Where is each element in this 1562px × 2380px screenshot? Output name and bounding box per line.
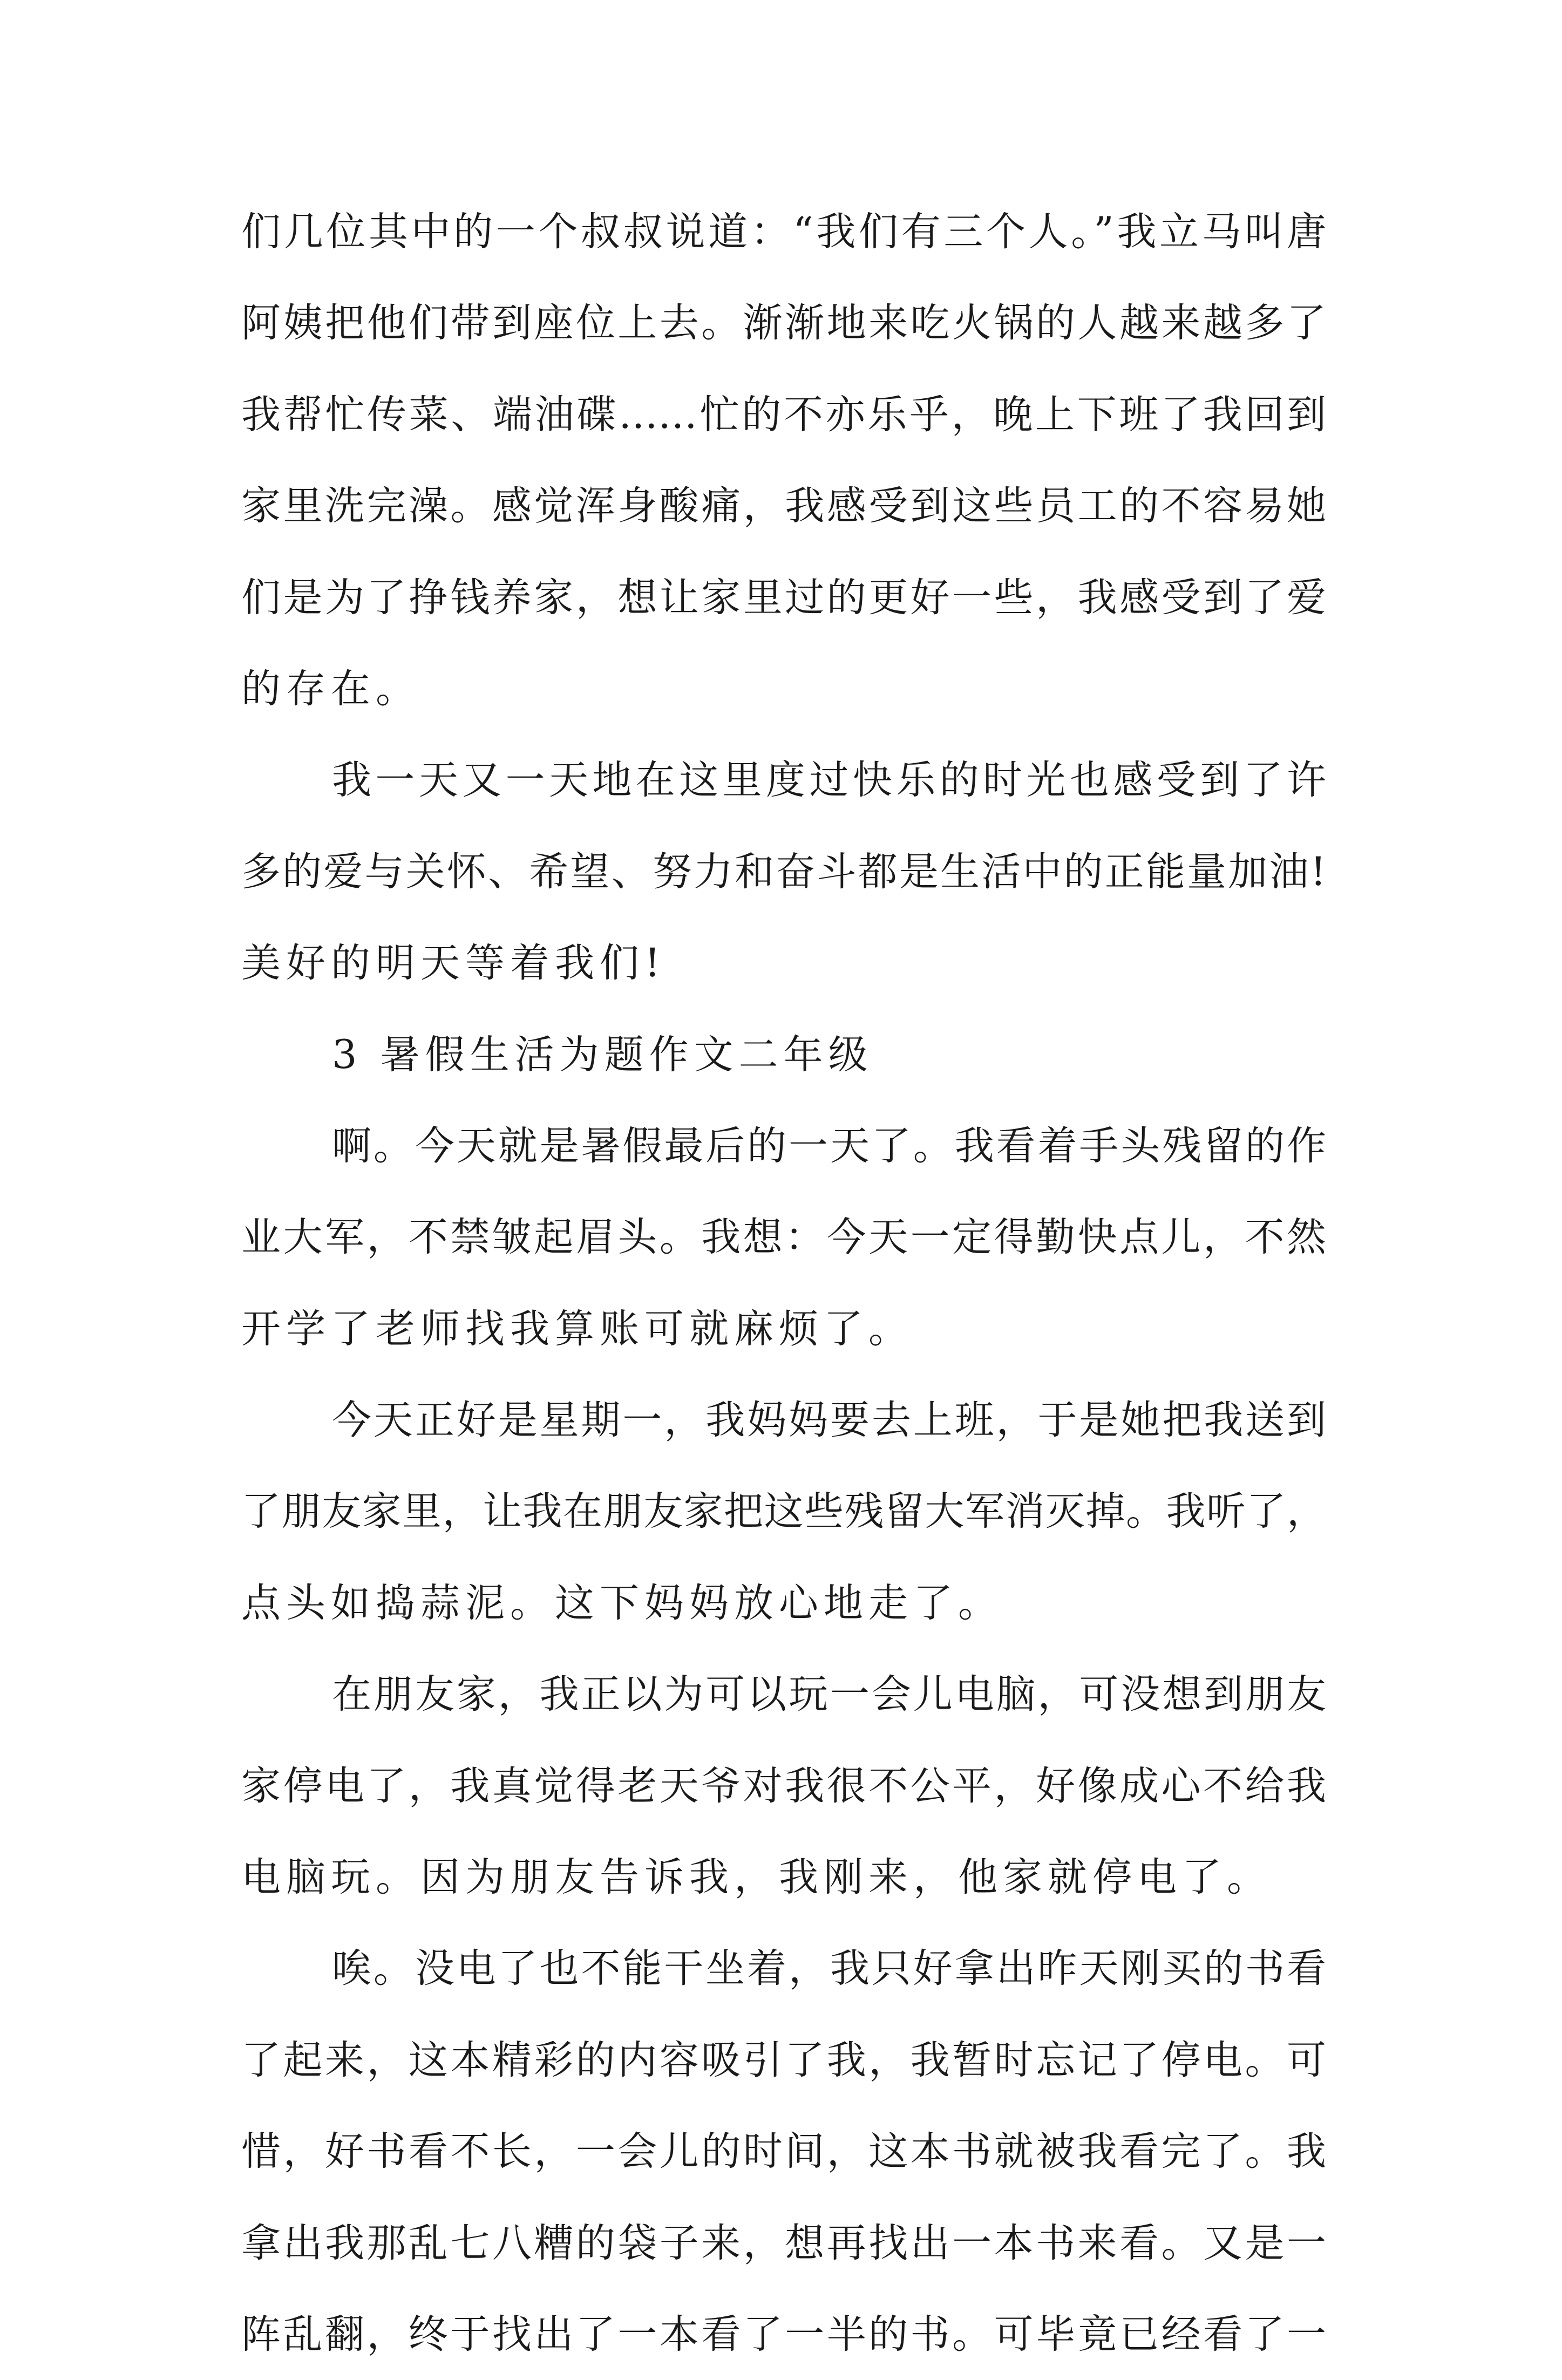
text-line: 我帮忙传菜、端油碟……忙的不亦乐乎，晚上下班了我回到 xyxy=(241,391,1326,438)
text-line: 阿姨把他们带到座位上去。渐渐地来吃火锅的人越来越多了 xyxy=(241,300,1326,346)
text-line: 电脑玩。因为朋友告诉我，我刚来，他家就停电了。 xyxy=(241,1854,1272,1901)
text-line: 点头如捣蒜泥。这下妈妈放心地走了。 xyxy=(241,1580,1003,1626)
text-line: 3 暑假生活为题作文二年级 xyxy=(332,1031,873,1078)
text-line: 多的爱与关怀、希望、努力和奋斗都是生活中的正能量加油! xyxy=(241,848,1326,895)
text-line: 了起来，这本精彩的内容吸引了我，我暂时忘记了停电。可 xyxy=(241,2037,1326,2083)
text-line: 们是为了挣钱养家，想让家里过的更好一些，我感受到了爱 xyxy=(241,574,1326,621)
text-line: 的存在。 xyxy=(241,665,420,712)
text-line: 唉。没电了也不能干坐着，我只好拿出昨天刚买的书看 xyxy=(332,1946,1326,1992)
text-line: 了朋友家里，让我在朋友家把这些残留大军消灭掉。我听了， xyxy=(241,1488,1326,1535)
text-line: 家里洗完澡。感觉浑身酸痛，我感受到这些员工的不容易她 xyxy=(241,483,1326,529)
text-line: 开学了老师找我算账可就麻烦了。 xyxy=(241,1305,913,1352)
text-line: 我一天又一天地在这里度过快乐的时光也感受到了许 xyxy=(332,757,1326,804)
text-line: 们几位其中的一个叔叔说道：“我们有三个人。”我立马叫唐 xyxy=(241,209,1326,255)
text-line: 惜，好书看不长，一会儿的时间，这本书就被我看完了。我 xyxy=(241,2129,1326,2175)
text-line: 啊。今天就是暑假最后的一天了。我看着手头残留的作 xyxy=(332,1123,1326,1169)
text-line: 美好的明天等着我们! xyxy=(241,940,666,987)
text-line: 今天正好是星期一，我妈妈要去上班，于是她把我送到 xyxy=(332,1397,1326,1444)
text-line: 在朋友家，我正以为可以玩一会儿电脑，可没想到朋友 xyxy=(332,1671,1326,1718)
document-body xyxy=(241,186,1326,2380)
text-line: 阵乱翻，终于找出了一本看了一半的书。可毕竟已经看了一 xyxy=(241,2311,1326,2357)
text-line: 家停电了，我真觉得老天爷对我很不公平，好像成心不给我 xyxy=(241,1763,1326,1809)
text-line: 拿出我那乱七八糟的袋子来，想再找出一本书来看。又是一 xyxy=(241,2220,1326,2266)
text-line: 业大军，不禁皱起眉头。我想：今天一定得勤快点儿，不然 xyxy=(241,1214,1326,1261)
